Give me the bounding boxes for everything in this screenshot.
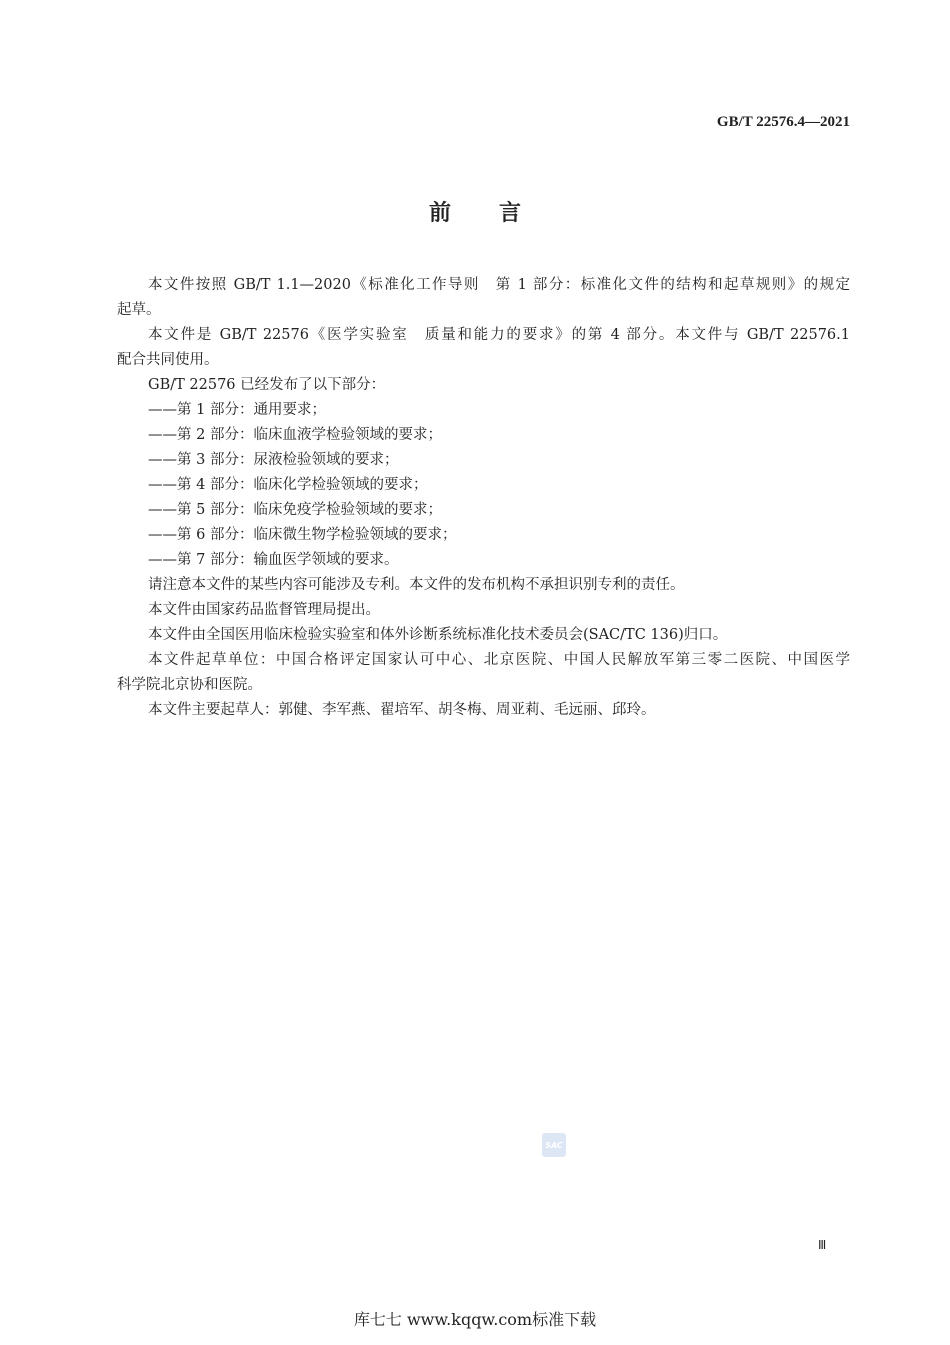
footer-watermark: 库七七 www.kqqw.com标准下载	[353, 1310, 597, 1329]
paragraph-line: 科学院北京协和医院。	[117, 677, 262, 693]
paragraph-line: ——第 6 部分：临床微生物学检验领域的要求；	[148, 527, 457, 543]
paragraph-line: GB/T 22576 已经发布了以下部分：	[148, 377, 386, 393]
paragraph-line: 起草。	[117, 302, 161, 318]
page-number: Ⅲ	[818, 1238, 827, 1252]
sac-logo: SAC	[542, 1133, 566, 1157]
foreword-body	[117, 273, 850, 723]
paragraph-line: 本文件按照 GB/T 1.1—2020《标准化工作导则 第 1 部分：标准化文件的结构和起草规则》的规定	[148, 277, 850, 293]
paragraph-line: ——第 1 部分：通用要求；	[148, 402, 326, 418]
paragraph-line: 请注意本文件的某些内容可能涉及专利。本文件的发布机构不承担识别专利的责任。	[148, 577, 685, 593]
standard-code: GB/T 22576.4—2021	[716, 114, 850, 130]
paragraph-line: ——第 5 部分：临床免疫学检验领域的要求；	[148, 502, 442, 518]
paragraph-line: ——第 3 部分：尿液检验领域的要求；	[148, 452, 399, 468]
paragraph-line: 本文件由全国医用临床检验实验室和体外诊断系统标准化技术委员会(SAC/TC 136)归口。	[148, 627, 728, 643]
paragraph-line: ——第 2 部分：临床血液学检验领域的要求；	[148, 427, 442, 443]
paragraph-line: 本文件起草单位：中国合格评定国家认可中心、北京医院、中国人民解放军第三零二医院、中国医学	[148, 652, 850, 668]
paragraph-line: 配合共同使用。	[117, 352, 219, 368]
paragraph-line: 本文件是 GB/T 22576《医学实验室 质量和能力的要求》的第 4 部分。本文件与 GB/T 22576.1	[148, 327, 850, 343]
paragraph-line: ——第 7 部分：输血医学领域的要求。	[148, 552, 399, 568]
page-title: 前言	[428, 201, 569, 226]
paragraph-line: 本文件由国家药品监督管理局提出。	[148, 602, 380, 618]
paragraph-line: 本文件主要起草人：郭健、李军燕、翟培军、胡冬梅、周亚莉、毛远丽、邱玲。	[148, 702, 656, 718]
paragraph-line: ——第 4 部分：临床化学检验领域的要求；	[148, 477, 428, 493]
